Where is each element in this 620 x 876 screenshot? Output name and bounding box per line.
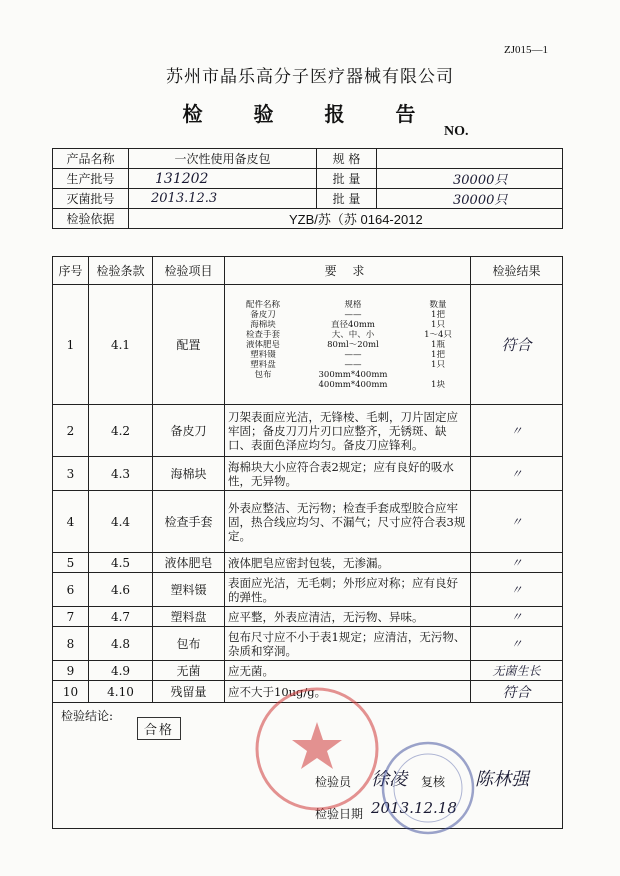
row-requirement: 海棉块大小应符合表2规定；应有良好的吸水性，无异物。: [225, 457, 471, 491]
row-item: 液体肥皂: [153, 553, 225, 573]
row-clause: 4.9: [89, 661, 153, 681]
row-item: 检查手套: [153, 491, 225, 553]
row-clause: 4.3: [89, 457, 153, 491]
table-header-row: [53, 257, 563, 285]
inspection-date: 2013.12.18: [371, 799, 457, 817]
row-seq: 5: [53, 553, 89, 573]
row-requirement: 外表应整洁、无污物；检查手套成型胶合应牢固，热合线应均匀、不漏气；尺寸应符合表3规定。: [225, 491, 471, 553]
row-clause: 4.10: [89, 681, 153, 703]
row-seq: 1: [53, 285, 89, 405]
config-row: [228, 340, 468, 350]
config-spec: 大、中、小: [331, 329, 375, 340]
config-table: [228, 300, 468, 390]
conclusion-stamp: 合格: [137, 717, 181, 740]
config-qty: 1把: [431, 349, 445, 360]
config-spec: 300mm*400mm: [318, 369, 388, 380]
product-name-value: 一次性使用备皮包: [129, 149, 317, 169]
table-row: [53, 457, 563, 491]
table-row: [53, 491, 563, 553]
company-name: 苏州市晶乐高分子医疗器械有限公司: [166, 67, 454, 87]
config-header: [228, 300, 468, 310]
config-part: 塑料盘: [250, 359, 276, 370]
config-qty: [408, 370, 468, 380]
row-seq: 3: [53, 457, 89, 491]
product-name-label: 产品名称: [53, 149, 129, 169]
row-item: 无菌: [153, 661, 225, 681]
table-row: [53, 661, 563, 681]
qty-value: 30000只: [377, 169, 563, 189]
row-seq: 4: [53, 491, 89, 553]
config-row: [228, 310, 468, 320]
row-item: 塑料盘: [153, 607, 225, 627]
inspector-label: 检验员: [315, 775, 352, 789]
row-requirement: 液体肥皂应密封包装，无渗漏。: [225, 553, 471, 573]
config-qty: 1瓶: [431, 339, 445, 350]
row-requirement: 应平整，外表应清洁，无污物、异味。: [225, 607, 471, 627]
row-item: 配置: [153, 285, 225, 405]
table-row: [53, 553, 563, 573]
row-requirement: 应无菌。: [225, 661, 471, 681]
config-row: [228, 370, 468, 380]
inspector-signature: 徐凌: [371, 769, 407, 790]
header-table: [52, 148, 563, 229]
row-result: 〃: [471, 627, 563, 661]
row-clause: 4.2: [89, 405, 153, 457]
config-qty: 1只: [431, 359, 445, 370]
config-row: [228, 320, 468, 330]
config-spec: 直径40mm: [331, 319, 375, 330]
spec-value: [377, 149, 563, 169]
row-seq: 9: [53, 661, 89, 681]
row-item: 残留量: [153, 681, 225, 703]
table-row: [53, 627, 563, 661]
reviewer-label: 复核: [421, 775, 446, 789]
col-result: 检验结果: [471, 257, 563, 285]
row-result: 〃: [471, 553, 563, 573]
conclusion-label: 检验结论:: [61, 709, 114, 723]
config-part: [228, 380, 298, 390]
config-part: 液体肥皂: [245, 339, 280, 350]
reviewer-signature: 陈林强: [475, 769, 529, 790]
row-clause: 4.5: [89, 553, 153, 573]
config-qty: 1只: [431, 319, 445, 330]
config-qty: 1～4只: [424, 329, 452, 340]
config-spec: ——: [344, 309, 362, 320]
row-requirement: 刀架表面应光洁，无锋棱、毛刺，刀片固定应牢固；备皮刀刀片刃口应整齐，无锈斑、缺口、表面色泽应均匀。备皮刀应锋利。: [225, 405, 471, 457]
col-seq: 序号: [53, 257, 89, 285]
row-item: 海棉块: [153, 457, 225, 491]
config-spec: ——: [344, 349, 362, 360]
config-h2: 数量: [429, 299, 447, 310]
batch-label: 生产批号: [53, 169, 129, 189]
seal-inner-ring: [394, 754, 462, 822]
config-cell: [225, 285, 471, 405]
row-result: 〃: [471, 491, 563, 553]
config-h1: 规格: [344, 299, 362, 310]
config-part: 备皮刀: [250, 309, 276, 320]
row-result: 无菌生长: [471, 661, 563, 681]
qty-label: 批 量: [317, 169, 377, 189]
row-seq: 2: [53, 405, 89, 457]
table-row: [53, 405, 563, 457]
spec-label: 规 格: [317, 149, 377, 169]
row-clause: 4.6: [89, 573, 153, 607]
row-seq: 10: [53, 681, 89, 703]
table-row: [53, 285, 563, 405]
table-row: [53, 169, 563, 189]
row-result: 符合: [471, 681, 563, 703]
row-clause: 4.8: [89, 627, 153, 661]
row-result: 〃: [471, 405, 563, 457]
config-h0: 配件名称: [245, 299, 280, 310]
config-part: 塑料镊: [250, 349, 276, 360]
row-seq: 8: [53, 627, 89, 661]
table-row: [53, 209, 563, 229]
config-part: 海棉块: [250, 319, 276, 330]
config-row: [228, 360, 468, 370]
config-spec: 80ml～20ml: [327, 339, 379, 350]
row-requirement: 包布尺寸应不小于表1规定；应清洁，无污物、杂质和穿洞。: [225, 627, 471, 661]
config-part: 检查手套: [245, 329, 280, 340]
row-seq: 7: [53, 607, 89, 627]
config-row: [228, 380, 468, 390]
row-item: 备皮刀: [153, 405, 225, 457]
page-title: 检 验 报 告: [182, 102, 438, 126]
row-requirement: 表面应光洁，无毛刺；外形应对称；应有良好的弹性。: [225, 573, 471, 607]
red-seal-stamp: [252, 684, 382, 814]
star-icon: [292, 722, 342, 769]
config-row: [228, 350, 468, 360]
batch-value: 131202: [129, 169, 317, 189]
config-row: [228, 330, 468, 340]
col-item: 检验项目: [153, 257, 225, 285]
row-clause: 4.4: [89, 491, 153, 553]
row-requirement: 应不大于10ug/g。: [225, 681, 471, 703]
config-spec: ——: [344, 359, 362, 370]
report-number-label: NO.: [444, 124, 469, 139]
table-row: [53, 189, 563, 209]
config-qty: 1块: [431, 379, 445, 390]
config-part: 包布: [254, 369, 272, 380]
basis-label: 检验依据: [53, 209, 129, 229]
table-row: [53, 607, 563, 627]
row-item: 包布: [153, 627, 225, 661]
row-result: 符合: [471, 285, 563, 405]
row-result: 〃: [471, 573, 563, 607]
row-clause: 4.1: [89, 285, 153, 405]
row-item: 塑料镊: [153, 573, 225, 607]
config-qty: 1把: [431, 309, 445, 320]
table-row: [53, 573, 563, 607]
sterile-batch-label: 灭菌批号: [53, 189, 129, 209]
col-clause: 检验条款: [89, 257, 153, 285]
date-label: 检验日期: [315, 807, 364, 821]
row-result: 〃: [471, 607, 563, 627]
basis-value: YZB/苏（苏 0164-2012: [129, 209, 563, 229]
blue-seal-stamp: [378, 738, 478, 838]
row-result: 〃: [471, 457, 563, 491]
col-requirement: 要 求: [225, 257, 471, 285]
qty2-value: 30000只: [377, 189, 563, 209]
qty2-label: 批 量: [317, 189, 377, 209]
sterile-batch-value: 2013.12.3: [129, 189, 317, 209]
config-spec: 400mm*400mm: [318, 379, 388, 390]
row-seq: 6: [53, 573, 89, 607]
row-clause: 4.7: [89, 607, 153, 627]
seal-ring: [383, 743, 473, 833]
document-id: ZJ015—1: [504, 44, 548, 56]
table-row: [53, 149, 563, 169]
